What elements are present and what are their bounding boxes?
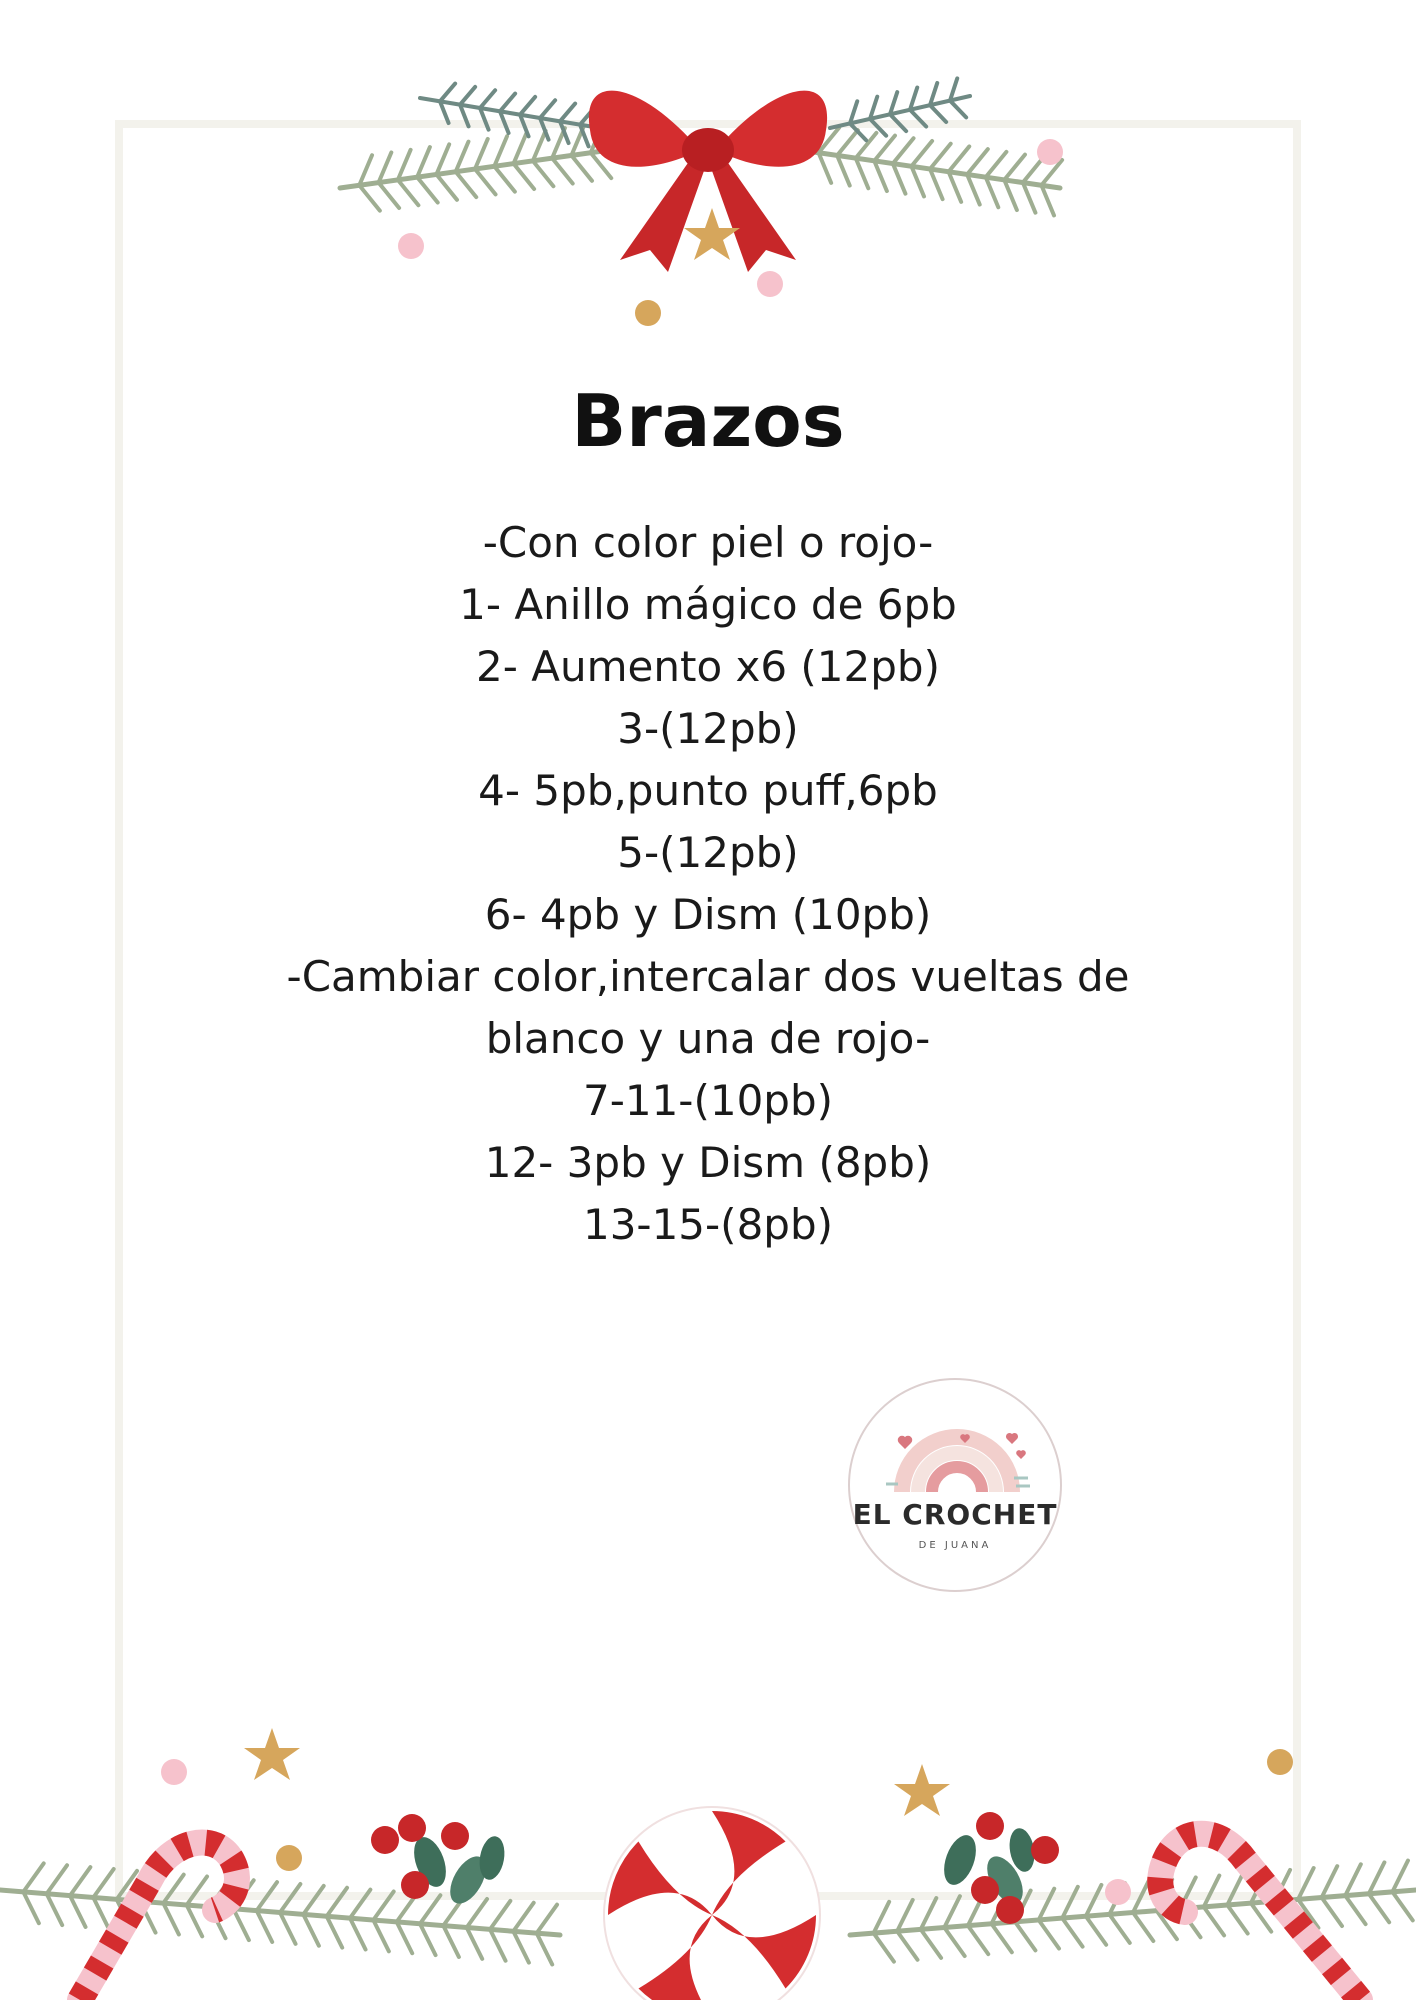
brand-logo: [848, 1378, 1062, 1592]
pine-needle: [1109, 1914, 1129, 1942]
pine-needle: [513, 1931, 529, 1962]
pine-needle: [23, 1863, 43, 1891]
pine-needle: [327, 1888, 347, 1916]
pine-needle: [257, 1882, 277, 1910]
pine-needle: [1392, 1892, 1412, 1920]
pine-needle: [494, 136, 507, 166]
pine-needle: [187, 1877, 207, 1905]
pine-needle: [1086, 1885, 1102, 1916]
page-title: Brazos: [571, 379, 845, 463]
pine-needle: [1204, 1907, 1224, 1935]
pine-needle: [874, 161, 887, 191]
pink-dot: [398, 233, 424, 259]
instruction-line: 4- 5pb,punto puff,6pb: [478, 766, 938, 815]
pine-needle: [1039, 1889, 1055, 1920]
pine-needle: [359, 185, 380, 210]
pine-needle: [1227, 1874, 1243, 1905]
pine-needle: [359, 155, 372, 185]
pine-needle: [514, 134, 527, 164]
pine-needle: [930, 169, 943, 199]
pine-needle: [986, 177, 999, 207]
pine-needle: [443, 1926, 459, 1957]
pine-needle: [986, 152, 1007, 177]
gold-dot: [1267, 1749, 1293, 1775]
pine-needle: [1039, 1920, 1059, 1948]
pine-needle: [70, 1867, 90, 1895]
pine-needle: [921, 1898, 937, 1929]
instruction-line: 1- Anillo mágico de 6pb: [459, 580, 957, 629]
pine-needle: [949, 172, 962, 202]
pine-needle: [967, 149, 988, 174]
pine-needle: [460, 87, 475, 105]
pine-needle: [897, 1931, 917, 1959]
pine-needle: [280, 1884, 300, 1912]
pine-needle: [280, 1913, 296, 1944]
pine-needle: [397, 1922, 413, 1953]
pine-needle: [373, 1920, 389, 1951]
pine-needle: [819, 153, 832, 183]
pine-needle: [1062, 1887, 1078, 1918]
gold-star-icon: [894, 1764, 950, 1816]
pine-needle: [440, 101, 449, 123]
pine-needle: [93, 1898, 109, 1929]
pine-needle: [490, 1901, 510, 1929]
pine-needle: [467, 1928, 483, 1959]
rainbow-hearts-icon: [850, 1380, 1064, 1594]
pine-needle: [163, 1903, 179, 1934]
pine-needle: [420, 1895, 440, 1923]
pine-needle: [475, 139, 488, 169]
pine-needle: [1015, 1922, 1035, 1950]
gold-dot: [635, 300, 661, 326]
pine-needle: [950, 101, 966, 118]
pink-dot: [1037, 139, 1063, 165]
pine-needle: [436, 174, 457, 199]
pine-needle: [475, 169, 496, 194]
pine-needle: [921, 1929, 941, 1957]
instruction-line: 3-(12pb): [617, 704, 799, 753]
pine-needle: [1322, 1898, 1342, 1926]
pine-needle: [327, 1916, 343, 1947]
pine-needle: [70, 1896, 86, 1927]
pine-needle: [1345, 1864, 1361, 1895]
instruction-line: -Cambiar color,intercalar dos vueltas de: [286, 952, 1130, 1001]
pine-needle: [350, 1918, 366, 1949]
pine-branch-icon: [800, 127, 1062, 215]
pine-needle: [420, 1924, 436, 1955]
pine-needle: [910, 110, 926, 127]
pine-needle: [456, 172, 477, 197]
peppermint-candy-icon: [604, 1807, 820, 2000]
instruction-line: 12- 3pb y Dism (8pb): [484, 1138, 932, 1187]
pine-needle: [540, 100, 555, 118]
pine-needle: [514, 164, 535, 189]
pine-needle: [874, 1933, 894, 1961]
pine-needle: [163, 1875, 183, 1903]
pine-needle: [350, 1890, 370, 1918]
pine-needle: [967, 174, 980, 204]
pink-dot: [757, 271, 783, 297]
pine-needle: [911, 141, 932, 166]
gold-star-icon: [244, 1728, 300, 1780]
pine-needle: [571, 155, 592, 180]
instruction-line: -Con color piel o rojo-: [482, 518, 934, 567]
pine-needle: [1392, 1861, 1408, 1892]
pine-needle: [379, 183, 400, 208]
pine-needle: [560, 104, 575, 122]
pine-branch-icon: [420, 84, 600, 147]
pine-needle: [379, 153, 392, 183]
instruction-line: 2- Aumento x6 (12pb): [476, 642, 940, 691]
pine-needle: [1062, 1918, 1082, 1946]
instruction-line: 5-(12pb): [617, 828, 799, 877]
pine-needle: [874, 136, 895, 161]
pine-needle: [93, 1869, 113, 1897]
pine-needle: [537, 1905, 557, 1933]
pine-needle: [398, 180, 419, 205]
pine-needle: [1004, 155, 1025, 180]
pine-needle: [1227, 1905, 1247, 1933]
pine-branch-icon: [340, 123, 611, 211]
pink-dot: [1105, 1879, 1131, 1905]
pine-needle: [837, 130, 858, 155]
pine-needle: [398, 150, 411, 180]
pine-needle: [233, 1909, 249, 1940]
pine-needle: [911, 166, 924, 196]
pine-needle: [23, 1892, 39, 1923]
pine-needle: [460, 105, 469, 127]
pine-needle: [520, 97, 535, 115]
pine-needle: [944, 1896, 960, 1927]
pink-dot: [161, 1759, 187, 1785]
pine-needle: [1369, 1862, 1385, 1893]
pine-needle: [893, 138, 914, 163]
pine-needle: [856, 158, 869, 188]
pine-needle: [467, 1899, 487, 1927]
pine-needle: [47, 1865, 67, 1893]
pine-needle: [897, 1900, 913, 1931]
pine-needle: [373, 1892, 393, 1920]
pine-needle: [1204, 1876, 1220, 1907]
pine-needle: [1345, 1896, 1365, 1924]
pine-needle: [47, 1894, 63, 1925]
pine-needle: [513, 1903, 533, 1931]
pine-needle: [303, 1886, 323, 1914]
pine-needle: [417, 147, 430, 177]
pine-needle: [187, 1905, 203, 1936]
instruction-list: [250, 512, 1166, 1256]
pine-needle: [949, 146, 970, 171]
pine-needle: [257, 1911, 273, 1942]
pine-needle: [944, 1928, 964, 1956]
instruction-line: 6- 4pb y Dism (10pb): [484, 890, 932, 939]
pine-needle: [303, 1914, 319, 1945]
instruction-line: blanco y una de rojo-: [485, 1014, 931, 1063]
pine-needle: [480, 90, 495, 108]
pine-needle: [930, 105, 946, 122]
pine-needle: [440, 84, 455, 102]
logo-name: EL CROCHET: [852, 1498, 1058, 1531]
pine-needle: [500, 94, 515, 112]
pine-needle: [1086, 1916, 1106, 1944]
pine-needle: [930, 144, 951, 169]
pine-needle: [520, 115, 529, 137]
pine-needle: [1133, 1913, 1153, 1941]
pine-needle: [494, 166, 515, 191]
pine-needle: [1041, 185, 1054, 215]
pine-needle: [537, 1933, 553, 1964]
pine-needle: [1023, 183, 1036, 213]
pine-needle: [968, 1926, 988, 1954]
pine-needle: [893, 164, 906, 194]
pine-needle: [533, 131, 546, 161]
pine-needle: [874, 1902, 890, 1933]
pine-needle: [480, 108, 489, 130]
pine-needle: [1133, 1881, 1149, 1912]
pine-needle: [890, 114, 906, 131]
pine-needle: [837, 155, 850, 185]
pine-needle: [436, 144, 449, 174]
instruction-line: 13-15-(8pb): [582, 1200, 833, 1249]
pine-needle: [456, 142, 469, 172]
logo-subtitle: DE JUANA: [918, 1540, 992, 1551]
pine-needle: [417, 177, 438, 202]
pine-needle: [1369, 1894, 1389, 1922]
pine-needle: [500, 111, 509, 133]
instruction-line: 7-11-(10pb): [582, 1076, 833, 1125]
pine-needle: [490, 1929, 506, 1960]
pine-needle: [992, 1924, 1012, 1952]
gold-dot: [276, 1845, 302, 1871]
pine-needle: [1023, 157, 1044, 182]
pine-needle: [1004, 180, 1017, 210]
pine-needle: [1298, 1868, 1314, 1899]
pine-needle: [533, 161, 554, 186]
pine-needle: [856, 133, 877, 158]
pine-needle: [552, 158, 573, 183]
pine-branch-icon: [830, 78, 970, 140]
pine-needle: [1322, 1866, 1338, 1897]
